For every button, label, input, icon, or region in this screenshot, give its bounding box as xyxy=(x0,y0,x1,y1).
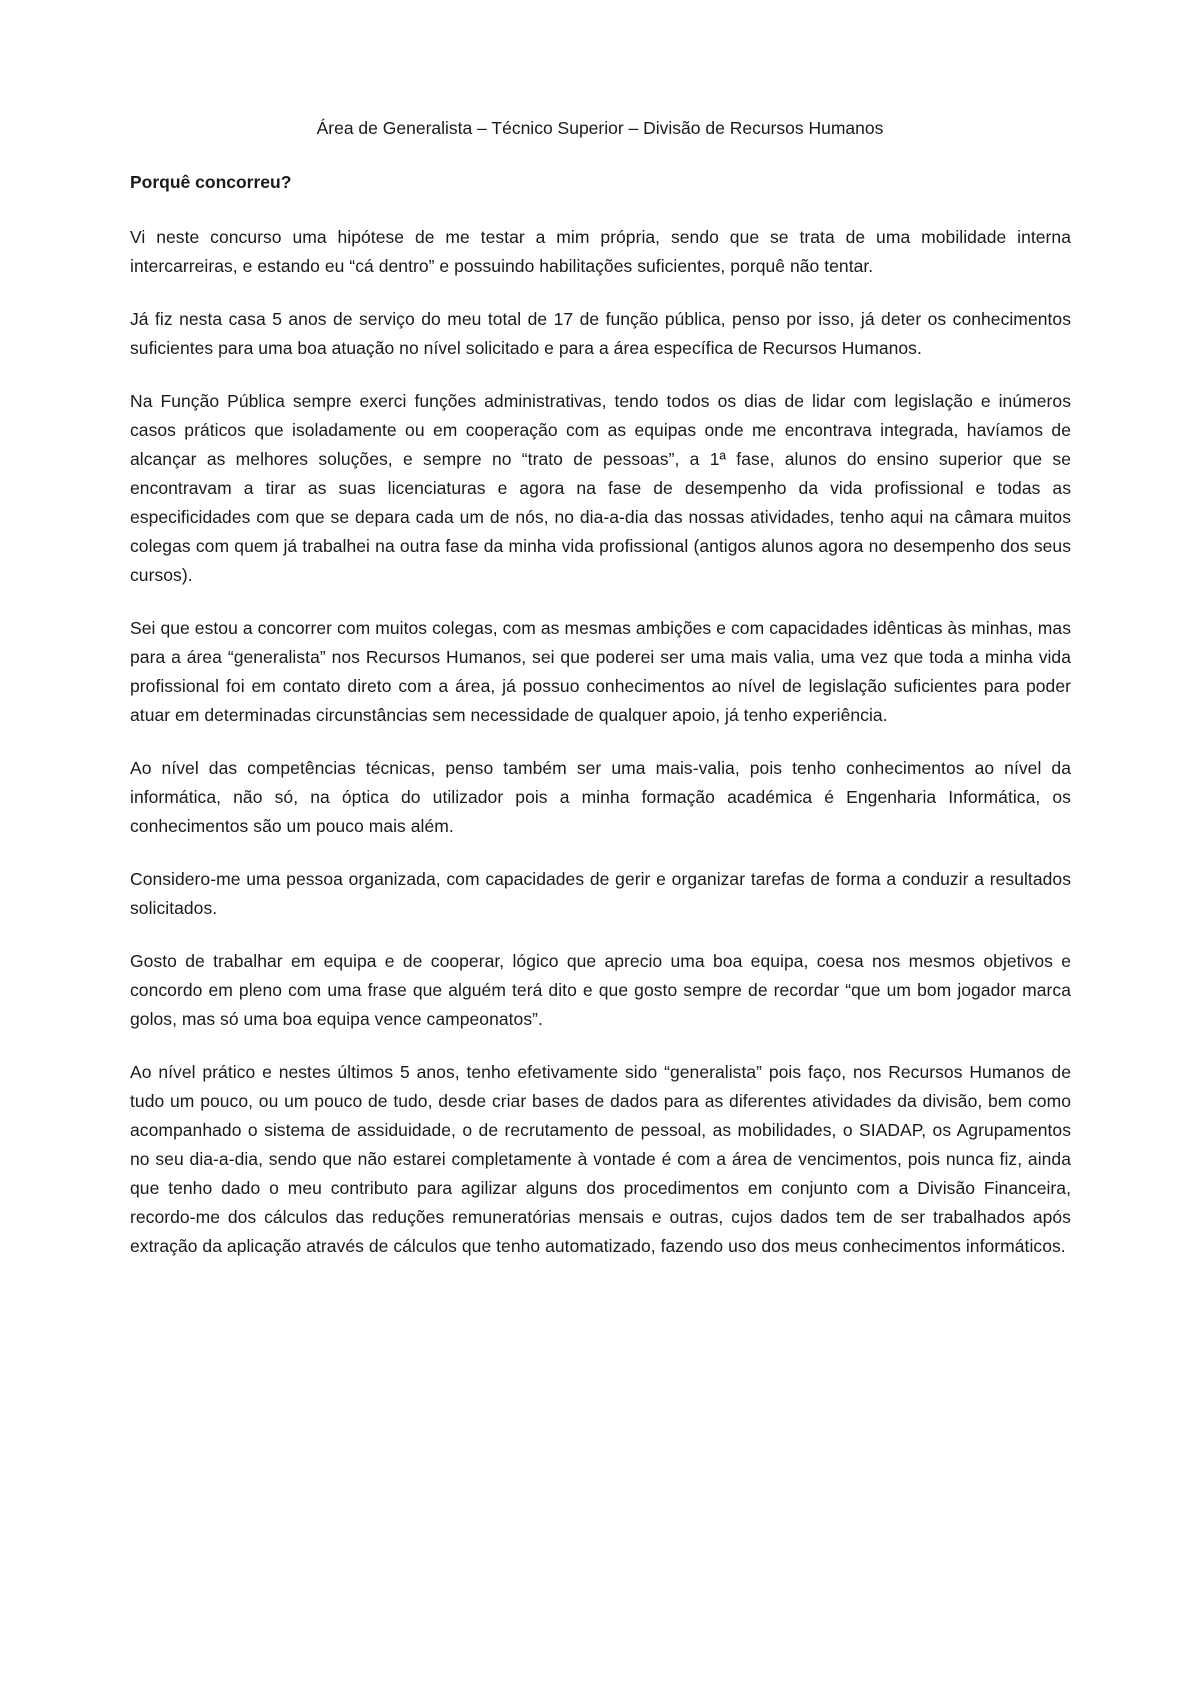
paragraph: Já fiz nesta casa 5 anos de serviço do meu total de 17 de função pública, penso por isso, já deter os conhecimentos suficientes para uma boa atuação no nível solicitado e para a área específica de Recursos Humanos. xyxy=(130,309,1071,358)
document-body xyxy=(130,167,1071,1285)
document-title: Área de Generalista – Técnico Superior – Divisão de Recursos Humanos xyxy=(316,118,884,138)
paragraph: Gosto de trabalhar em equipa e de cooperar, lógico que aprecio uma boa equipa, coesa nos mesmos objetivos e concordo em pleno com uma frase que alguém terá dito e que gosto sempre de recordar “que um bom jogador marca golos, mas só uma boa equipa vence campeonatos”. xyxy=(130,951,1071,1029)
paragraph: Na Função Pública sempre exerci funções administrativas, tendo todos os dias de lidar com legislação e inúmeros casos práticos que isoladamente ou em cooperação com as equipas onde me encontrava integrada, havíamos de alcançar as melhores soluções, e sempre no “trato de pessoas”, a 1ª fase, alunos do ensino superior que se encontravam a tirar as suas licenciaturas e agora na fase de desempenho da vida profissional e todas as especificidades com que se depara cada um de nós, no dia-a-dia das nossas atividades, tenho aqui na câmara muitos colegas com quem já trabalhei na outra fase da minha vida profissional (antigos alunos agora no desempenho dos seus cursos). xyxy=(130,391,1071,585)
paragraph: Ao nível das competências técnicas, penso também ser uma mais-valia, pois tenho conhecimentos ao nível da informática, não só, na óptica do utilizador pois a minha formação académica é Engenharia Informática, os conhecimentos são um pouco mais além. xyxy=(130,758,1071,836)
paragraph: Sei que estou a concorrer com muitos colegas, com as mesmas ambições e com capacidades idênticas às minhas, mas para a área “generalista” nos Recursos Humanos, sei que poderei ser uma mais valia, uma vez que toda a minha vida profissional foi em contato direto com a área, já possuo conhecimentos ao nível de legislação suficientes para poder atuar em determinadas circunstâncias sem necessidade de qualquer apoio, já tenho experiência. xyxy=(130,618,1071,725)
question-heading: Porquê concorreu? xyxy=(130,172,292,192)
paragraph: Ao nível prático e nestes últimos 5 anos, tenho efetivamente sido “generalista” pois faço, nos Recursos Humanos de tudo um pouco, ou um pouco de tudo, desde criar bases de dados para as diferentes atividades da divisão, bem como acompanhado o sistema de assiduidade, o de recrutamento de pessoal, as mobilidades, o SIADAP, os Agrupamentos no seu dia-a-dia, sendo que não estarei completamente à vontade é com a área de vencimentos, pois nunca fiz, ainda que tenho dado o meu contributo para agilizar alguns dos procedimentos em conjunto com a Divisão Financeira, recordo-me dos cálculos das reduções remuneratórias mensais e outras, cujos dados tem de ser trabalhados após extração da aplicação através de cálculos que tenho automatizado, fazendo uso dos meus conhecimentos informáticos. xyxy=(130,1062,1071,1256)
paragraph: Considero-me uma pessoa organizada, com capacidades de gerir e organizar tarefas de forma a conduzir a resultados solicitados. xyxy=(130,869,1071,918)
paragraph: Vi neste concurso uma hipótese de me testar a mim própria, sendo que se trata de uma mobilidade interna intercarreiras, e estando eu “cá dentro” e possuindo habilitações suficientes, porquê não tentar. xyxy=(130,227,1071,276)
